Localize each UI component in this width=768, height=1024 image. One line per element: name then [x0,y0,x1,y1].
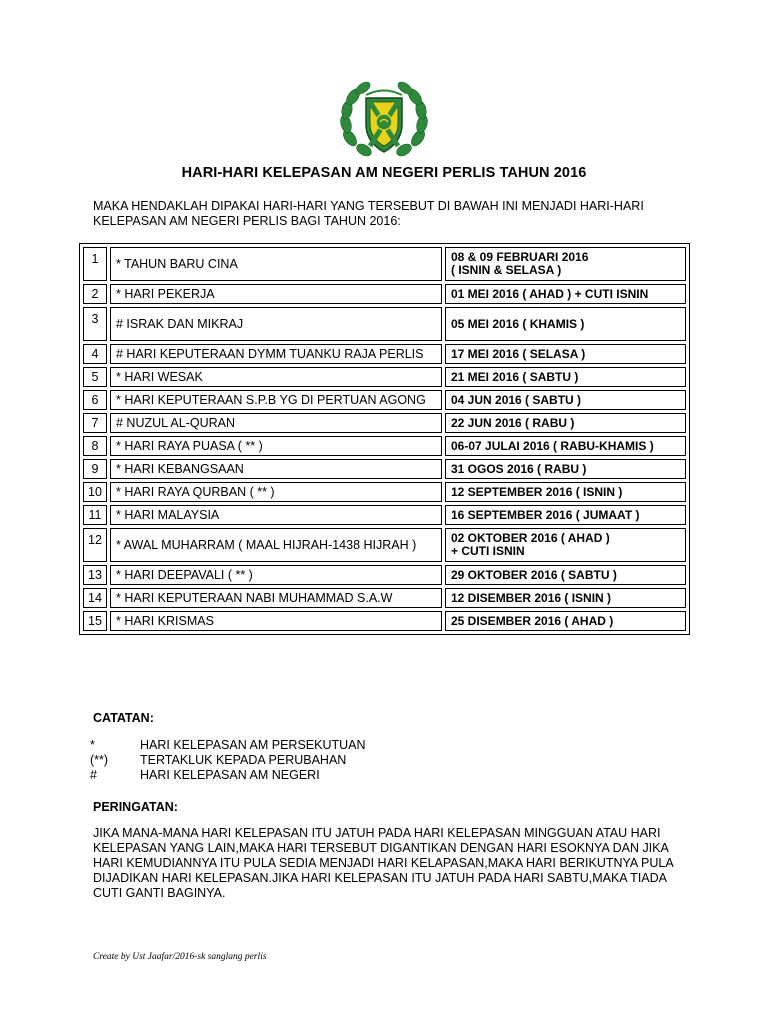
holiday-name: * HARI PEKERJA [110,284,442,304]
holiday-date [445,505,686,525]
note-symbol: (**) [90,753,109,767]
holiday-row [83,436,686,456]
holiday-number: 9 [83,459,107,479]
holiday-date [445,284,686,304]
intro-paragraph: MAKA HENDAKLAH DIPAKAI HARI-HARI YANG TERSEBUT DI BAWAH INI MENJADI HARI-HARI KELEPASAN AM NEGERI PERLIS BAGI TAHUN 2016: [93,199,644,228]
holiday-number: 7 [83,413,107,433]
holiday-number: 2 [83,284,107,304]
holiday-date [445,482,686,502]
holiday-name: * HARI KEPUTERAAN S.P.B YG DI PERTUAN AGONG [110,390,442,410]
holiday-date-line1: 21 MEI 2016 ( SABTU ) [451,369,579,384]
holiday-name: # HARI KEPUTERAAN DYMM TUANKU RAJA PERLIS [110,344,442,364]
warning-heading: PERINGATAN: [93,800,178,814]
holiday-number: 12 [83,528,107,562]
holiday-name: # NUZUL AL-QURAN [110,413,442,433]
holiday-row [83,284,686,304]
holiday-date [445,344,686,364]
holiday-date-line1: 04 JUN 2016 ( SABTU ) [451,392,582,407]
holiday-date [445,367,686,387]
holiday-row [83,344,686,364]
holiday-row [83,482,686,502]
holiday-number: 14 [83,588,107,608]
holiday-number: 8 [83,436,107,456]
holiday-date-line1: 02 OKTOBER 2016 ( AHAD ) [451,531,610,545]
holiday-date [445,528,686,562]
holiday-number: 3 [83,307,107,341]
holiday-date [445,413,686,433]
holiday-row [83,413,686,433]
holiday-row [83,528,686,562]
holiday-date [445,436,686,456]
holiday-row [83,611,686,631]
holiday-name: * HARI RAYA QURBAN ( ** ) [110,482,442,502]
holiday-date-line2: + CUTI ISNIN [451,544,525,558]
page-title: HARI-HARI KELEPASAN AM NEGERI PERLIS TAHUN 2016 [181,165,587,181]
holiday-number: 11 [83,505,107,525]
holiday-date-line1: 22 JUN 2016 ( RABU ) [451,415,575,430]
note-text: HARI KELEPASAN AM PERSEKUTUAN [140,738,366,752]
footer-credit: Create by Ust Jaafar/2016-sk sanglang perlis [93,952,267,962]
notes-heading: CATATAN: [93,711,154,725]
note-text: HARI KELEPASAN AM NEGERI [140,768,320,782]
holiday-date [445,390,686,410]
holiday-date-line1: 29 OKTOBER 2016 ( SABTU ) [451,567,617,582]
note-item [90,738,366,753]
holiday-number: 15 [83,611,107,631]
holiday-name: * HARI MALAYSIA [110,505,442,525]
holiday-name: * HARI KEBANGSAAN [110,459,442,479]
holiday-number: 10 [83,482,107,502]
holiday-row [83,505,686,525]
holiday-date [445,611,686,631]
holiday-date-line1: 16 SEPTEMBER 2016 ( JUMAAT ) [451,507,640,522]
holiday-date [445,588,686,608]
holiday-date [445,565,686,585]
holiday-name: * HARI KEPUTERAAN NABI MUHAMMAD S.A.W [110,588,442,608]
notes-list [90,738,366,783]
holiday-row [83,247,686,281]
holiday-name: * TAHUN BARU CINA [110,247,442,281]
holiday-date-line1: 12 DISEMBER 2016 ( ISNIN ) [451,590,612,605]
holiday-date-line1: 05 MEI 2016 ( KHAMIS ) [451,316,585,331]
holiday-date-line1: 06-07 JULAI 2016 ( RABU-KHAMIS ) [451,438,654,453]
holiday-name: * HARI WESAK [110,367,442,387]
note-text: TERTAKLUK KEPADA PERUBAHAN [140,753,347,767]
holiday-date-line1: 25 DISEMBER 2016 ( AHAD ) [451,613,614,628]
holiday-number: 4 [83,344,107,364]
holiday-table [79,243,690,635]
note-symbol: # [90,768,97,782]
holiday-row [83,307,686,341]
holiday-name: * HARI DEEPAVALI ( ** ) [110,565,442,585]
holiday-date [445,307,686,341]
holiday-date-line1: 08 & 09 FEBRUARI 2016 [451,250,589,264]
holiday-row [83,367,686,387]
perlis-crest-icon [338,80,430,162]
holiday-name: * HARI KRISMAS [110,611,442,631]
note-item [90,753,366,768]
holiday-number: 1 [83,247,107,281]
holiday-name: # ISRAK DAN MIKRAJ [110,307,442,341]
holiday-date-line1: 31 OGOS 2016 ( RABU ) [451,461,587,476]
holiday-date [445,247,686,281]
holiday-number: 5 [83,367,107,387]
holiday-number: 13 [83,565,107,585]
holiday-row [83,390,686,410]
holiday-number: 6 [83,390,107,410]
holiday-date-line1: 12 SEPTEMBER 2016 ( ISNIN ) [451,484,623,499]
holiday-date-line2: ( ISNIN & SELASA ) [451,263,562,277]
holiday-date-line1: 17 MEI 2016 ( SELASA ) [451,346,586,361]
holiday-row [83,588,686,608]
warning-paragraph: JIKA MANA-MANA HARI KELEPASAN ITU JATUH PADA HARI KELEPASAN MINGGUAN ATAU HARI KELEPASAN YANG LAIN,MAKA HARI TERSEBUT DIGANTIKAN DENGAN HARI ESOKNYA DAN JIKA HARI KEMUDIANNYA ITU PULA SEDIA MENJADI HARI KELAPASAN,MAKA HARI BERIKUTNYA PULA DIJADIKAN HARI KELEPASAN.JIKA HARI KELEPASAN ITU JATUH PADA HARI SABTU,MAKA TIADA CUTI GANTI BAGINYA. [93,826,674,900]
holiday-date-line1: 01 MEI 2016 ( AHAD ) + CUTI ISNIN [451,286,649,301]
holiday-row [83,459,686,479]
note-item [90,768,366,783]
holiday-name: * HARI RAYA PUASA ( ** ) [110,436,442,456]
holiday-date [445,459,686,479]
note-symbol: * [90,738,95,752]
holiday-row [83,565,686,585]
holiday-name: * AWAL MUHARRAM ( MAAL HIJRAH-1438 HIJRAH ) [110,528,442,562]
